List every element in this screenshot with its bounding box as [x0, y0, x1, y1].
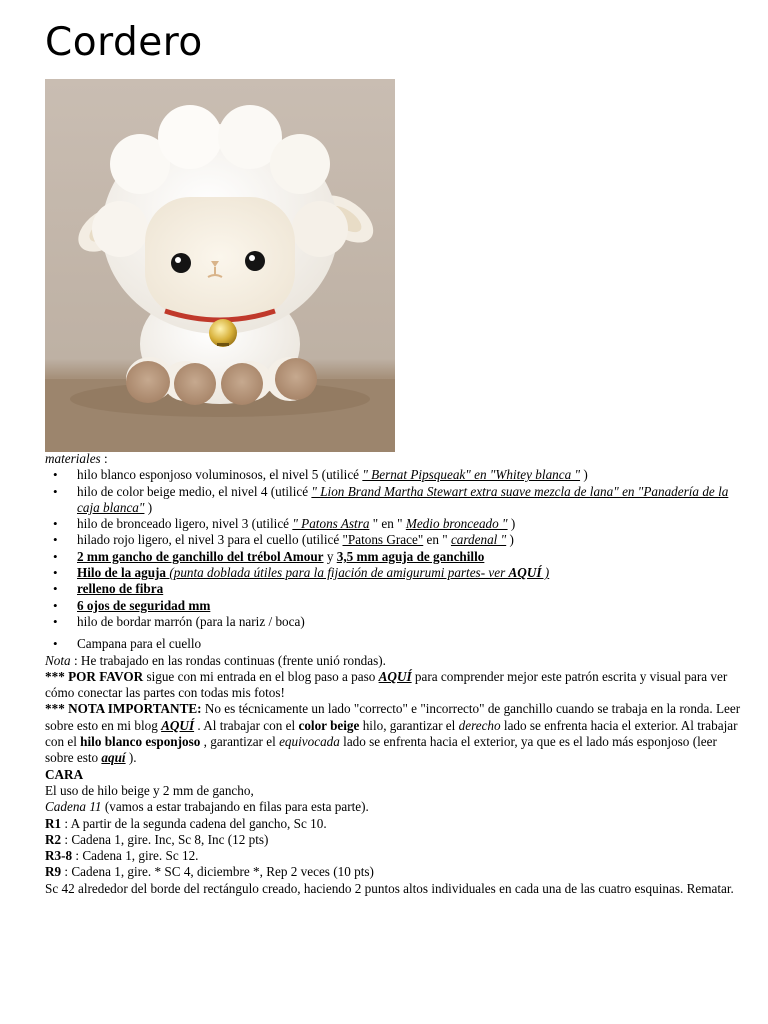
por-favor: *** POR FAVOR sigue con mi entrada en el blog paso a paso AQUÍ para comprender mejor este patrón escrita y visual para ver cómo conectar las partes con todas mis fotos! [45, 668, 728, 701]
list-item [45, 581, 745, 597]
section-heading-cara: CARA [45, 766, 84, 782]
material-link[interactable]: " Bernat Pipsqueak" en "Whitey blanca " [362, 467, 581, 483]
list-item [45, 598, 745, 614]
nota-importante: *** NOTA IMPORTANTE: No es técnicamente un lado "correcto" e "incorrecto" de ganchillo cuando se trabaja en la ronda. Leer sobre esto en mi blog AQUÍ . Al trabajar con el color beige hilo, garantizar el derecho lado se enfrenta hacia el exterior. Al trabajar con el hilo blanco esponjoso , garantizar el equivocada lado se enfrenta hacia el exterior, ya que es el lado más esponjoso (leer sobre esto aquí ). [45, 701, 741, 766]
material-link[interactable]: " Patons Astra [292, 516, 370, 532]
lamb-photo [45, 79, 395, 452]
row-instruction: R2 : Cadena 1, gire. Inc, Sc 8, Inc (12 pts) [45, 831, 269, 847]
materials-heading: materiales : [45, 451, 108, 466]
closing-instruction: Sc 42 alrededor del borde del rectángulo creado, haciendo 2 puntos altos individuales en cada una de las cuatro esquinas. Rematar. [45, 880, 734, 896]
cadena-instruction: Cadena 11 (vamos a estar trabajando en filas para esta parte). [45, 799, 369, 815]
materials-list [45, 467, 745, 652]
list-item: • hilado rojo ligero, el nivel 3 para el cuello (utilicé "Patons Grace" en " cardenal " ) [45, 532, 745, 548]
list-item: • hilo blanco esponjoso voluminosos, el nivel 5 (utilicé " Bernat Pipsqueak" en "Whitey blanca " ) [45, 467, 745, 483]
material-link[interactable]: "Patons Grace" [342, 532, 424, 548]
material-link[interactable]: Medio bronceado " [405, 516, 508, 532]
nota: Nota : He trabajado en las rondas continuas (frente unió rondas). [45, 652, 386, 668]
pattern-text [45, 451, 745, 897]
cara-intro: El uso de hilo beige y 2 mm de gancho, [45, 782, 254, 798]
list-item: • Campana para el cuello [45, 636, 745, 652]
row-instruction: R9 : Cadena 1, gire. * SC 4, diciembre *, Rep 2 veces (10 pts) [45, 864, 374, 880]
material-link[interactable]: cardenal " [450, 532, 507, 548]
aqui-link[interactable]: aquí [101, 750, 126, 766]
row-instruction: R3-8 : Cadena 1, gire. Sc 12. [45, 848, 199, 864]
aqui-link[interactable]: AQUÍ [161, 717, 195, 733]
list-item: • Hilo de la aguja (punta doblada útiles para la fijación de amigurumi partes- ver AQUÍ ) [45, 565, 745, 581]
material-link[interactable]: Hilo de la aguja [77, 565, 167, 581]
list-item: • 2 mm gancho de ganchillo del trébol Amour y 3,5 mm aguja de ganchillo [45, 549, 745, 565]
material-link[interactable]: 2 mm gancho de ganchillo del trébol Amour [77, 548, 324, 564]
aqui-link[interactable]: AQUÍ [378, 668, 412, 684]
page-title: Cordero [45, 20, 203, 65]
row-instruction: R1 : A partir de la segunda cadena del gancho, Sc 10. [45, 815, 327, 831]
amigurumi-lamb-photo-icon [45, 79, 395, 452]
material-link[interactable]: 6 ojos de seguridad mm [77, 597, 211, 613]
material-link[interactable]: relleno de fibra [77, 581, 164, 597]
list-item: • hilo de color beige medio, el nivel 4 (utilicé " Lion Brand Martha Stewart extra suave mezcla de lana" en "Panadería de la caja blanca" ) [45, 484, 745, 517]
aqui-link[interactable]: AQUÍ [508, 565, 542, 581]
material-link[interactable]: 3,5 mm aguja de ganchillo [336, 548, 485, 564]
material-link[interactable]: " Lion Brand Martha Stewart extra suave mezcla de lana" en "Panadería de la caja blanca" [77, 483, 729, 515]
list-item: • hilo de bordar marrón (para la nariz / boca) [45, 614, 745, 630]
list-item: • hilo de bronceado ligero, nivel 3 (utilicé " Patons Astra " en " Medio bronceado " ) [45, 516, 745, 532]
